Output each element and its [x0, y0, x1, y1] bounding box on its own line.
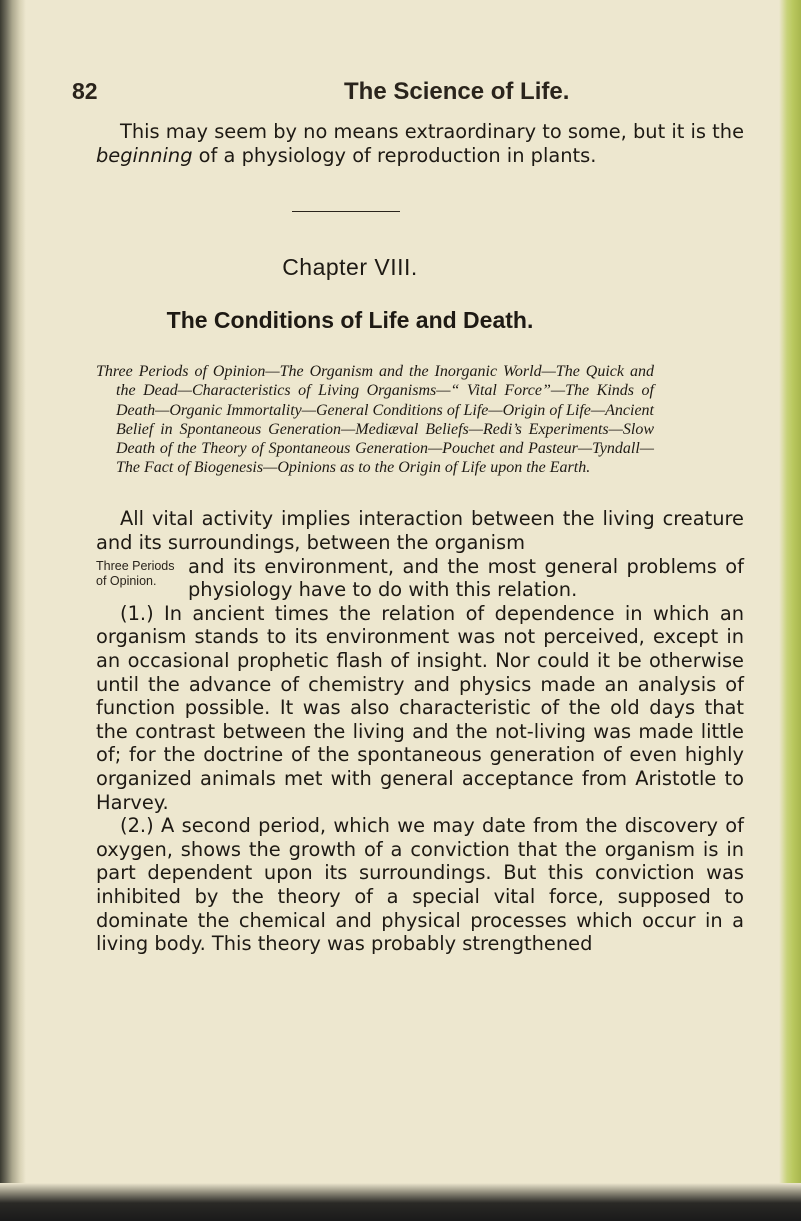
paragraph-second-period: (2.) A second period, which we may date from the discovery of oxygen, shows the growth of a conviction that the organism is in part dependent upon its surroundings. But this conviction was inhibited by the theory of a special vital force, supposed to dominate the chemical and physical processes which occur in a living body. This theory was probably strengthened	[96, 814, 744, 956]
page-edge-right	[779, 0, 801, 1221]
running-title: The Science of Life.	[344, 78, 570, 105]
sidenote-row	[96, 555, 744, 602]
intro-text-end: of a physiology of reproduction in plants.	[192, 143, 597, 167]
opening-paragraph-rest: and its environment, and the most general problems of physiology have to do with this relation.	[188, 554, 744, 602]
intro-text-start: This may seem by no means extraordinary to some, but it is the	[120, 120, 744, 143]
chapter-title: The Conditions of Life and Death.	[166, 307, 534, 334]
chapter-heading: Chapter VIII.	[282, 254, 418, 281]
chapter-body	[96, 507, 744, 955]
intro-paragraph	[96, 120, 744, 167]
opening-paragraph-first: All vital activity implies interaction between the living creature and its surroundings, between the organism	[96, 507, 744, 554]
paragraph-first-period: (1.) In ancient times the relation of dependence in which an organism stands to its environment was not perceived, except in an occasional prophetic flash of insight. Nor could it be otherwise until the advance of chemistry and physics made an analysis of function possible. It was also characteristic of the old days that the contrast between the living and the not-living was made little of; for the doctrine of the spontaneous generation of even highly organized animals met with general acceptance from Aristotle to Harvey.	[96, 601, 744, 814]
page-binding-shadow	[0, 0, 26, 1221]
margin-sidenote: Three Periods of Opinion.	[96, 558, 175, 588]
section-divider	[292, 211, 400, 212]
running-head	[72, 78, 744, 112]
book-page	[72, 78, 744, 956]
intro-emphasis: beginning	[96, 143, 193, 167]
page-edge-bottom	[0, 1183, 801, 1221]
chapter-synopsis: Three Periods of Opinion—The Organism and the Inorganic World—The Quick and the Dead—Characteristics of Living Organisms—“ Vital Force”—The Kinds of Death—Organic Immortality—General Conditions of Life—Origin of Life—Ancient Belief in Spontaneous Generation—Mediæval Beliefs—Redi’s Experiments—Slow Death of the Theory of Spontaneous Generation—Pouchet and Pasteur—Tyndall—The Fact of Biogenesis—Opinions as to the Origin of Life upon the Earth.	[96, 363, 654, 477]
page-number: 82	[72, 78, 98, 104]
